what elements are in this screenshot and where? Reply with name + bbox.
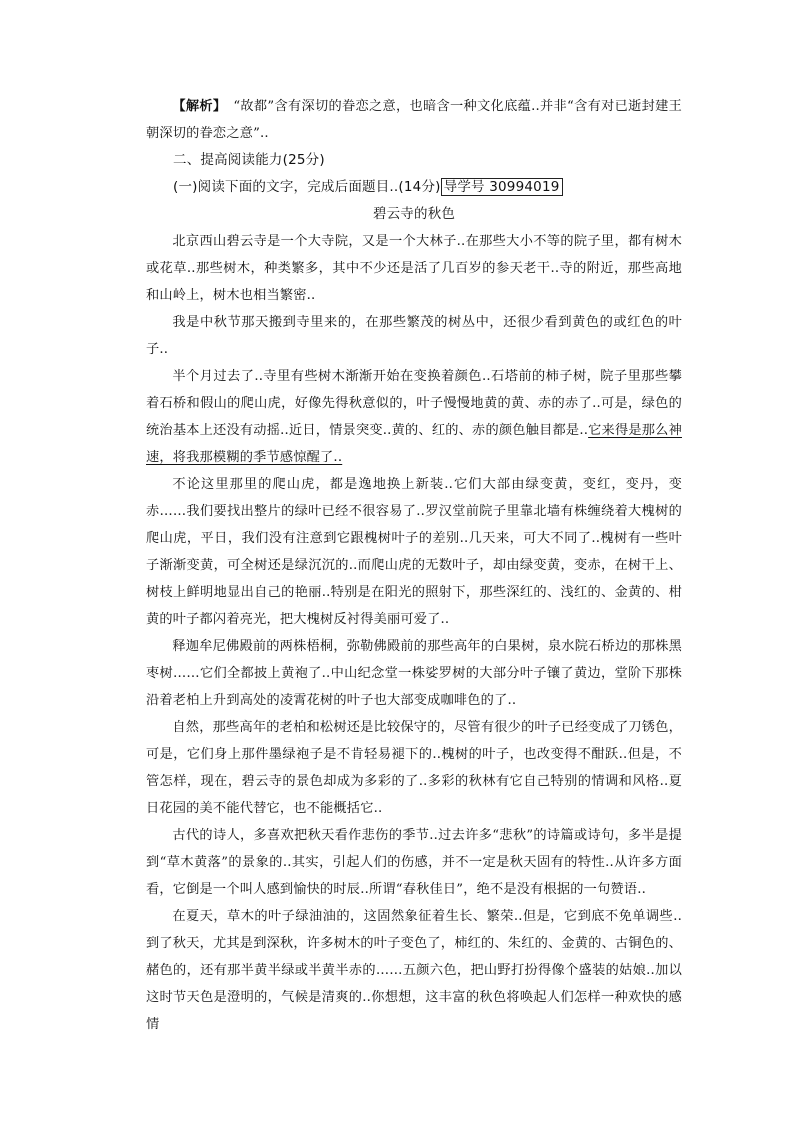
article-paragraph-5: 释迦牟尼佛殿前的两株梧桐，弥勒佛殿前的那些高年的白果树，泉水院石桥边的那株黑枣树……它们全都披上黄袍了..中山纪念堂一株娑罗树的大部分叶子镶了黄边，堂阶下那株沿着老柏上升到高处的凌霄花树的叶子也大部变成咖啡色的了.. (146, 639, 682, 708)
article-paragraph-6: 自然，那些高年的老柏和松树还是比较保守的，尽管有很少的叶子已经变成了刀锈色，可是，它们身上那件墨绿袍子是不肯轻易褪下的..槐树的叶子，也改变得不酣跃..但是，不管怎样，现在，碧云寺的景色却成为多彩的了..多彩的秋林有它自己特别的情调和风格..夏日花园的美不能代替它，也不能概括它.. (146, 720, 682, 816)
section-heading: 二、提高阅读能力(25分) (173, 152, 325, 168)
guide-number-box: 导学号 30994019 (441, 178, 563, 196)
underlined-sentence: 它来得是那么神速，将我那模糊的季节感惊醒了.. (146, 423, 682, 465)
article-paragraph-7: 古代的诗人，多喜欢把秋天看作悲伤的季节..过去许多“悲秋”的诗篇或诗句，多半是提到“草木黄落”的景象的..其实，引起人们的伤感，并不一定是秋天固有的特性..从许多方面看，它倒是一个叫人感到愉快的时辰..所谓“春秋佳日”，绝不是没有根据的一句赞语.. (146, 828, 682, 897)
article-paragraph-3-text: 半个月过去了..寺里有些树木渐渐开始在变换着颜色..石塔前的柿子树，院子里那些攀着石桥和假山的爬山虎，好像先得秋意似的，叶子慢慢地黄的黄、赤的赤了..可是，绿色的统治基本上还没有动摇..近日，情景突变..黄的、红的、赤的颜色触目都是.. (146, 369, 682, 438)
article-paragraph-2: 我是中秋节那天搬到寺里来的，在那些繁茂的树丛中，还很少看到黄色的或红色的叶子.. (146, 315, 682, 357)
article-paragraph-3 (146, 363, 682, 471)
article-title: 碧云寺的秋色 (372, 206, 456, 222)
article-paragraph-8: 在夏天，草木的叶子绿油油的，这固然象征着生长、繁荣..但是，它到底不免单调些..到了秋天，尤其是到深秋，许多树木的叶子变色了，柿红的、朱红的、金黄的、古铜色的、赭色的，还有那半黄半绿或半黄半赤的……五颜六色，把山野打扮得像个盛装的姑娘..加以这时节天色是澄明的，气候是清爽的..你想想，这丰富的秋色将唤起人们怎样一种欢快的感情 (146, 909, 682, 1032)
document-content (146, 93, 682, 1038)
analysis-label: 【解析】 (172, 99, 220, 114)
analysis-text: “故都”含有深切的眷恋之意，也暗含一种文化底蕴..并非“含有对已逝封建王朝深切的眷恋之意”.. (146, 99, 682, 141)
question-text: (一)阅读下面的文字，完成后面题目..(14分) (173, 179, 441, 195)
question-line (146, 174, 682, 201)
analysis-paragraph (146, 93, 682, 147)
article-paragraph-4: 不论这里那里的爬山虎，都是逸地换上新装..它们大部由绿变黄，变红，变丹，变赤……我们要找出整片的绿叶已经不很容易了..罗汉堂前院子里靠北墙有株缠绕着大槐树的爬山虎，平日，我们没有注意到它跟槐树叶子的差别..几天来，可大不同了..槐树有一些叶子渐渐变黄，可全树还是绿沉沉的..而爬山虎的无数叶子，却由绿变黄，变赤，在树干上、树枝上鲜明地显出自己的艳丽..特别是在阳光的照射下，那些深红的、浅红的、金黄的、柑黄的叶子都闪着亮光，把大槐树反衬得美丽可爱了.. (146, 477, 682, 627)
article-paragraph-1: 北京西山碧云寺是一个大寺院，又是一个大林子..在那些大小不等的院子里，都有树木或花草..那些树木，种类繁多，其中不少还是活了几百岁的参天老干..寺的附近，那些高地和山岭上，树木也相当繁密.. (146, 234, 682, 303)
